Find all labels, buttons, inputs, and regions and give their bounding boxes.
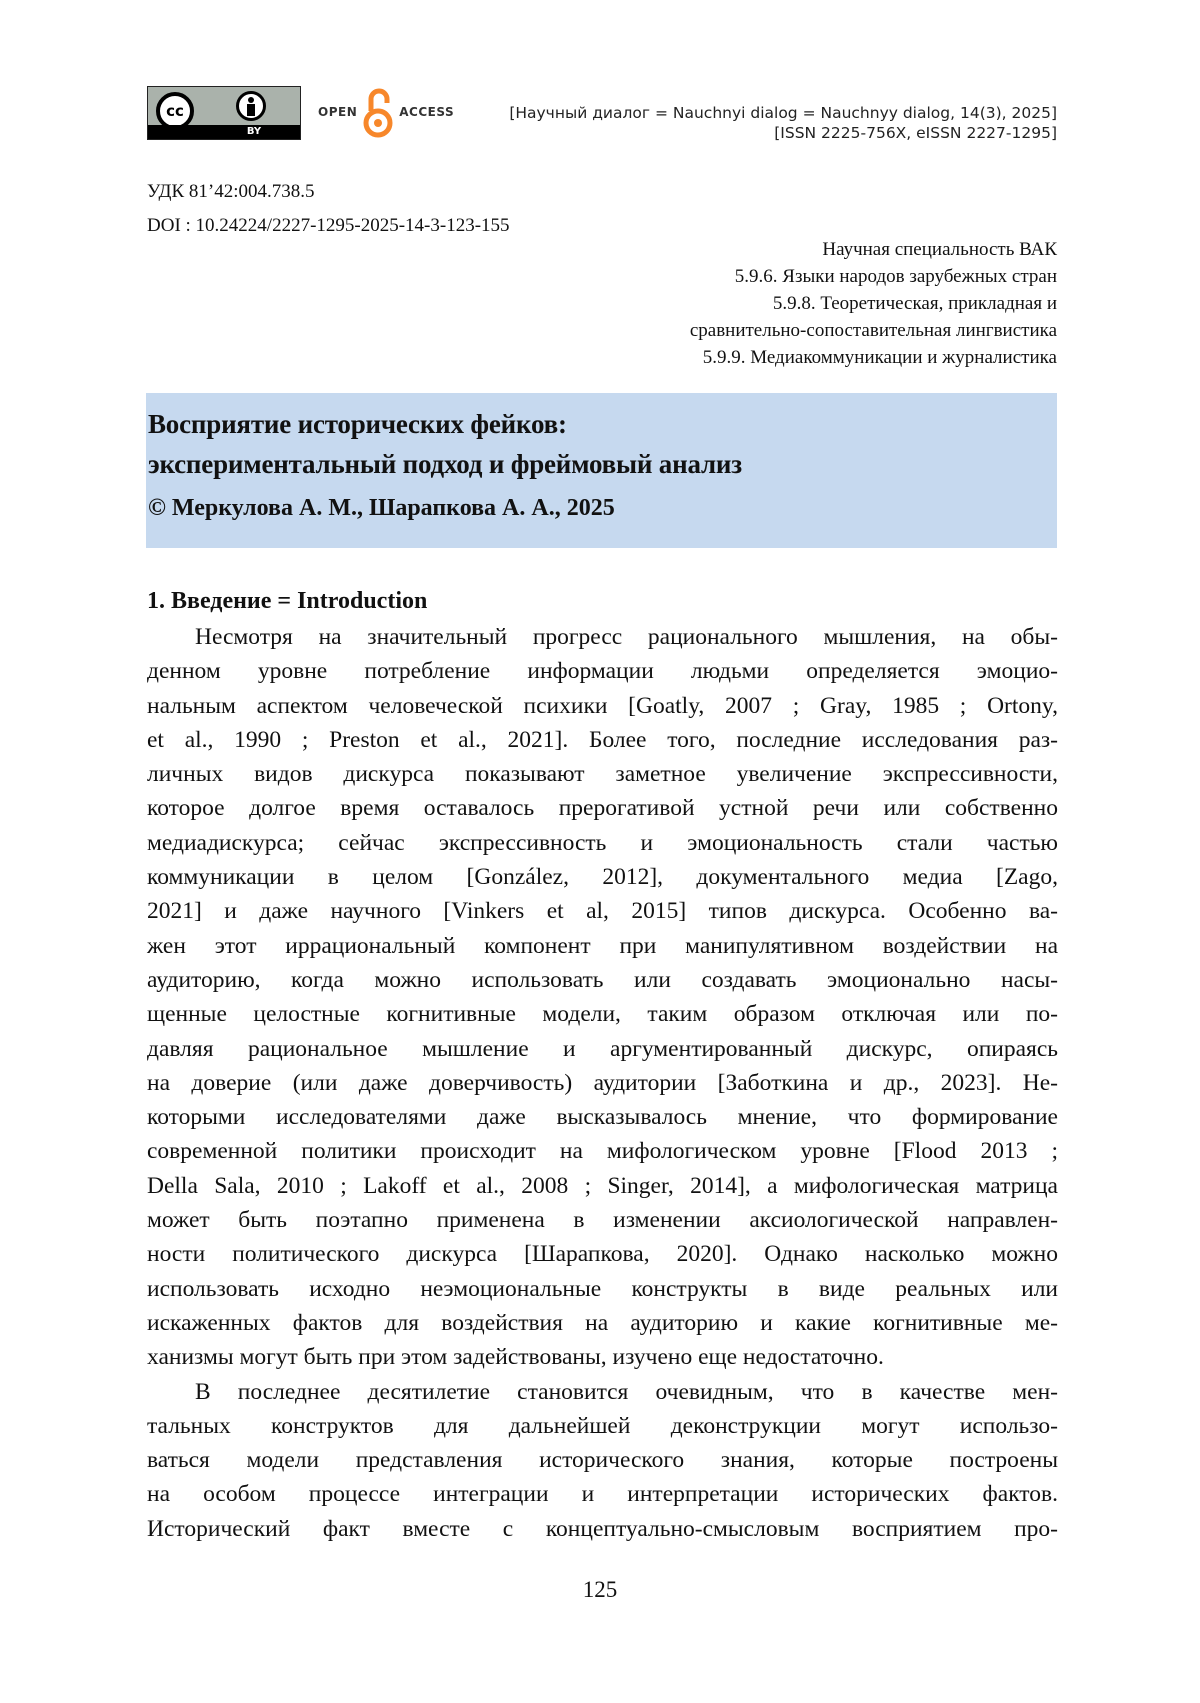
specialty-line: сравнительно-сопоставительная лингвистика (689, 320, 1057, 341)
paragraph-line: может быть поэтапно применена в изменении аксиологической направлен- (147, 1207, 1058, 1234)
specialty-line: Научная специальность ВАК (822, 239, 1057, 260)
paragraph-line: ности политического дискурса [Шарапкова, 2020]. Однако насколько можно (147, 1241, 1058, 1268)
open-access-logo[interactable] (318, 84, 454, 140)
cc-by-license-badge[interactable] (147, 86, 301, 140)
identifiers (147, 175, 510, 243)
paragraph-line: которыми исследователями даже высказывалось мнение, что формирование (147, 1104, 1058, 1131)
article-title-line-2: экспериментальный подход и фреймовый анализ (148, 449, 742, 479)
vak-specialty (690, 236, 1057, 371)
paragraph-line: et al., 1990 ; Preston et al., 2021]. Более того, последние исследования раз- (147, 726, 1058, 753)
journal-issn: [ISSN 2225-756X, eISSN 2227-1295] (774, 124, 1057, 142)
paragraph-line: современной политики происходит на мифологическом уровне [Flood 2013 ; (147, 1138, 1058, 1165)
cc-icon: cc (156, 92, 194, 130)
badge-bar (148, 125, 300, 139)
paragraph-line: Della Sala, 2010 ; Lakoff et al., 2008 ; Singer, 2014], а мифологическая матрица (147, 1172, 1058, 1199)
paragraph-line: давляя рациональное мышление и аргументированный дискурс, опираясь (147, 1035, 1058, 1062)
by-icon (236, 91, 266, 121)
specialty-line: 5.9.9. Медиакоммуникации и журналистика (702, 347, 1057, 368)
paragraph-line: денном уровне потребление информации людьми определяется эмоцио- (147, 658, 1058, 685)
udk-code: УДК 81’42:004.738.5 (147, 181, 315, 202)
paragraph-line: щенные целостные когнитивные модели, таким образом отключая или по- (147, 1001, 1058, 1028)
paragraph-line: Несмотря на значительный прогресс рационального мышления, на обы- (195, 624, 1058, 650)
paragraph-line: которое долгое время оставалось прерогативой устной речи или собственно (147, 795, 1058, 822)
page-number: 125 (582, 1577, 618, 1602)
paragraph-line: ханизмы могут быть при этом задействованы, изучено еще недостаточно. (147, 1344, 884, 1371)
by-label: BY (246, 126, 262, 137)
body-text (147, 620, 1058, 1546)
journal-reference (509, 103, 1057, 143)
paragraph-line: 2021] и даже научного [Vinkers et al, 2015] типов дискурса. Особенно ва- (147, 898, 1058, 925)
article-title-block (146, 393, 1057, 548)
paragraph-line: искаженных фактов для воздействия на аудиторию и какие когнитивные ме- (147, 1309, 1058, 1336)
paragraph-line: В последнее десятилетие становится очевидным, что в качестве мен- (195, 1378, 1058, 1405)
paragraph-line: личных видов дискурса показывают заметное увеличение экспрессивности, (147, 761, 1058, 788)
specialty-line: 5.9.6. Языки народов зарубежных стран (734, 266, 1057, 287)
paragraph-line: жен этот иррациональный компонент при манипулятивном воздействии на (147, 932, 1058, 959)
journal-citation: [Научный диалог = Nauchnyi dialog = Nauchnyy dialog, 14(3), 2025] (509, 104, 1057, 122)
doi[interactable]: DOI : 10.24224/2227-1295-2025-14-3-123-155 (147, 215, 510, 236)
paragraph-line: ваться модели представления исторического знания, которые построены (147, 1447, 1058, 1474)
paragraph-line: использовать исходно неэмоциональные конструкты в виде реальных или (147, 1275, 1058, 1302)
open-access-right-text: ACCESS (399, 105, 455, 119)
paragraph-line: коммуникации в целом [González, 2012], документального медиа [Zago, (147, 864, 1058, 891)
article-authors: © Меркулова А. М., Шарапкова А. А., 2025 (148, 495, 615, 521)
open-lock-icon (361, 85, 395, 139)
paragraph-line: на доверие (или даже доверчивость) аудитории [Заботкина и др., 2023]. Не- (147, 1069, 1058, 1096)
paragraph-line: тальных конструктов для дальнейшей деконструкции могут использо- (147, 1412, 1058, 1439)
paragraph-line: аудиторию, когда можно использовать или создавать эмоционально насы- (147, 966, 1058, 993)
section-heading: 1. Введение = Introduction (147, 588, 428, 614)
paragraph-line: на особом процессе интеграции и интерпретации исторических фактов. (147, 1481, 1058, 1508)
paragraph-line: медиадискурса; сейчас экспрессивность и эмоциональность стали частью (147, 829, 1058, 856)
specialty-line: 5.9.8. Теоретическая, прикладная и (772, 293, 1057, 314)
open-access-left-text: OPEN (318, 105, 358, 119)
paragraph-line: Исторический факт вместе с концептуально-смысловым восприятием про- (147, 1515, 1058, 1542)
paragraph-line: нальным аспектом человеческой психики [Goatly, 2007 ; Gray, 1985 ; Ortony, (147, 692, 1058, 719)
article-title-line-1: Восприятие исторических фейков: (148, 409, 567, 439)
